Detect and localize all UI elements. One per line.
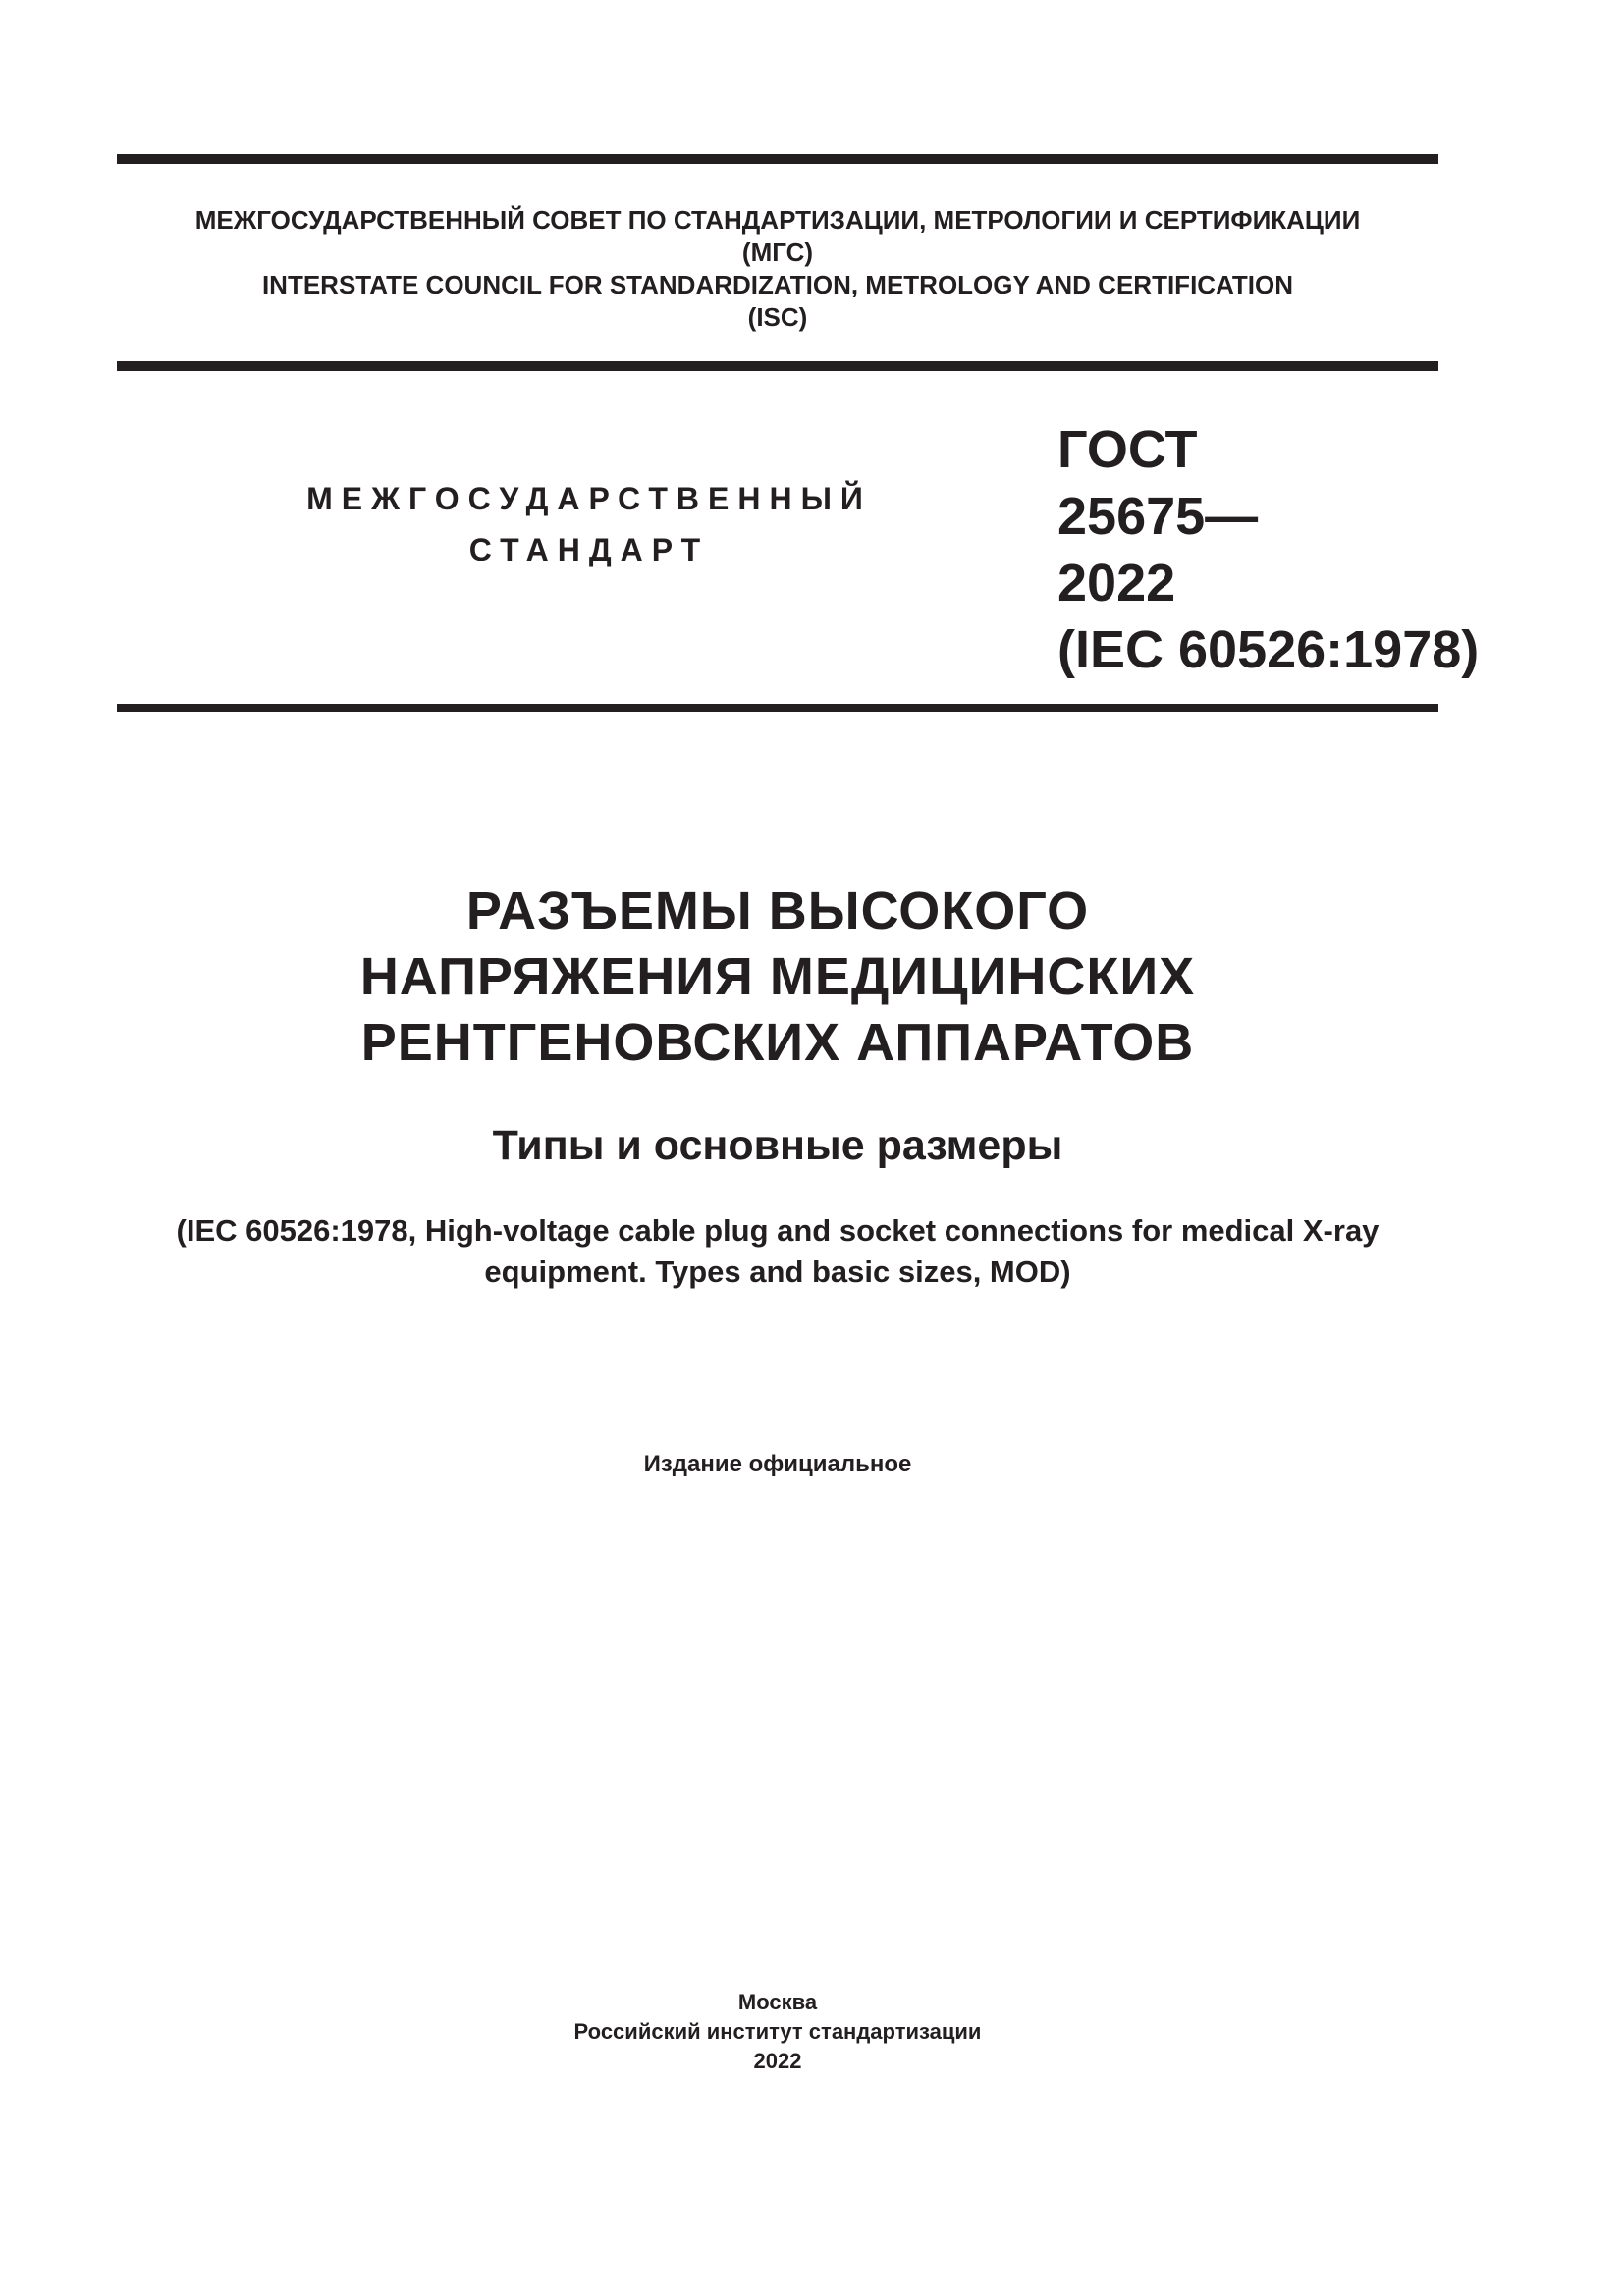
title-line2: НАПРЯЖЕНИЯ МЕДИЦИНСКИХ <box>359 947 1196 1006</box>
title-line3: РЕНТГЕНОВСКИХ АППАРАТОВ <box>360 1013 1195 1072</box>
designation-number: 25675— <box>1057 487 1259 546</box>
standard-kind-line1: МЕЖГОСУДАРСТВЕННЫЙ <box>306 481 872 516</box>
edition-label: Издание официальное <box>643 1451 912 1477</box>
international-line2: equipment. Types and basic sizes, MOD) <box>484 1255 1071 1289</box>
imprint-publisher: Российский институт стандартизации <box>573 2019 982 2044</box>
council-abbr-ru: (МГС) <box>741 238 814 267</box>
designation-prefix: ГОСТ <box>1057 420 1198 479</box>
designation-year: 2022 <box>1057 554 1176 613</box>
standard-kind <box>236 473 943 575</box>
council-header <box>117 204 1438 334</box>
international-reference <box>98 1210 1457 1293</box>
imprint-year: 2022 <box>753 2049 802 2073</box>
top-rule <box>117 154 1438 164</box>
council-name-en: INTERSTATE COUNCIL FOR STANDARDIZATION, METROLOGY AND CERTIFICATION <box>261 270 1294 299</box>
title-line1: РАЗЪЕМЫ ВЫСОКОГО <box>465 881 1090 940</box>
imprint <box>117 1988 1438 2076</box>
designation-reference: (IEC 60526:1978) <box>1057 620 1480 679</box>
imprint-city: Москва <box>737 1990 818 2014</box>
council-abbr-en: (ISC) <box>747 302 808 332</box>
document-title <box>117 879 1438 1076</box>
header-rule <box>117 361 1438 371</box>
standard-kind-line2: СТАНДАРТ <box>468 532 710 567</box>
standard-designation <box>1057 416 1479 683</box>
document-subtitle: Типы и основные размеры <box>492 1122 1063 1169</box>
council-name-ru: МЕЖГОСУДАРСТВЕННЫЙ СОВЕТ ПО СТАНДАРТИЗАЦИИ, МЕТРОЛОГИИ И СЕРТИФИКАЦИИ <box>194 205 1361 235</box>
designation-rule <box>117 704 1438 712</box>
international-line1: (IEC 60526:1978, High-voltage cable plug and socket connections for medical X-ray <box>176 1213 1380 1248</box>
